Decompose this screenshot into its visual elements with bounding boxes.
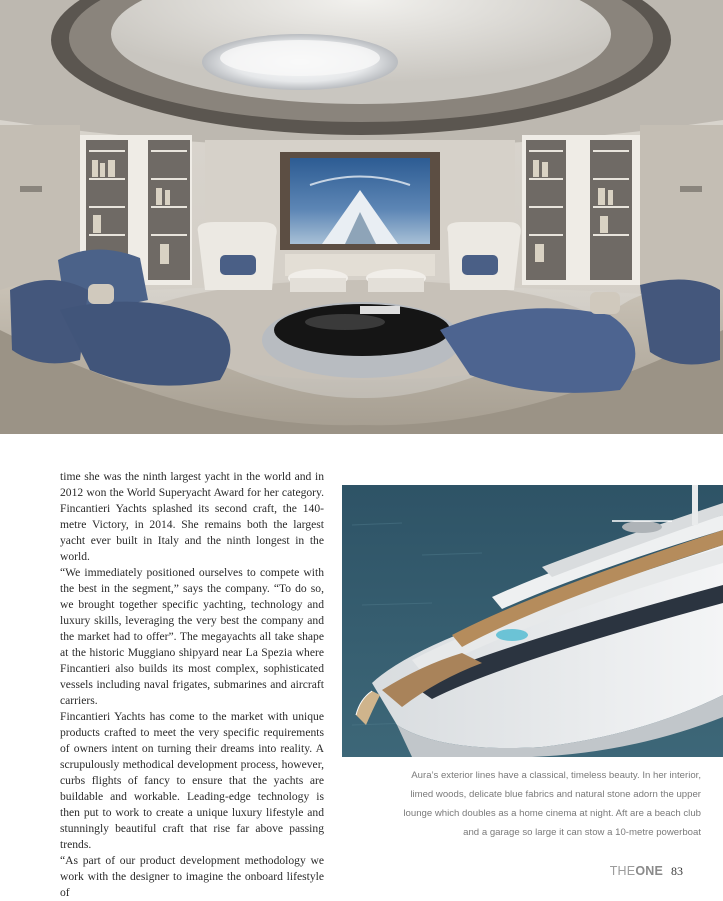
article-paragraph: Fincantieri Yachts has come to the market with unique products crafted to meet the very specific requirements of owners intent on turning their dreams into reality. A scrupulously methodical development process, however, curbs flights of fancy to ensure that the yachts are buildable and workable. Leading-edge technology is then put to work to create a unique luxury lifestyle and stunningly beautiful craft that rise far above passing trends. bbox=[60, 710, 324, 851]
photo-caption bbox=[352, 766, 701, 842]
article-paragraph: “We immediately positioned ourselves to compete with the best in the segment,” says the company. “To do so, we brought together specific yachting, technology and luxury skills, leveraging the very best the company and the market had to offer”. The megayachts all take shape at the historic Muggiano shipyard near La Spezia where Fincantieri also builds its most complex, sophisticated vessels including naval frigates, submarines and aircraft carriers. bbox=[60, 566, 324, 707]
caption-line: lounge which doubles as a home cinema at night. Aft are a beach club bbox=[403, 808, 701, 819]
logo-prefix: THE bbox=[609, 864, 636, 878]
page-number: 83 bbox=[671, 863, 683, 878]
article-body bbox=[60, 469, 324, 901]
cinema-lounge-photo bbox=[0, 0, 723, 434]
magazine-logo bbox=[610, 864, 663, 878]
article-paragraph: time she was the ninth largest yacht in the world and in 2012 won the World Superyacht Award for her category. Fincantieri Yachts splashed its second craft, the 140-metre Victory, in 2014. She remains both the largest yacht ever built in Italy and the ninth longest in the world. bbox=[60, 470, 324, 563]
caption-line: limed woods, delicate blue fabrics and natural stone adorn the upper bbox=[410, 789, 701, 800]
superyacht-photo bbox=[342, 485, 723, 757]
caption-line: and a garage so large it can stow a 10-metre powerboat bbox=[463, 827, 701, 838]
article-paragraph: “As part of our product development methodology we work with the designer to imagine the onboard lifestyle of bbox=[60, 854, 324, 899]
caption-line: Aura’s exterior lines have a classical, timeless beauty. In her interior, bbox=[411, 770, 701, 781]
logo-suffix: ONE bbox=[635, 864, 663, 878]
page-footer bbox=[610, 861, 683, 881]
